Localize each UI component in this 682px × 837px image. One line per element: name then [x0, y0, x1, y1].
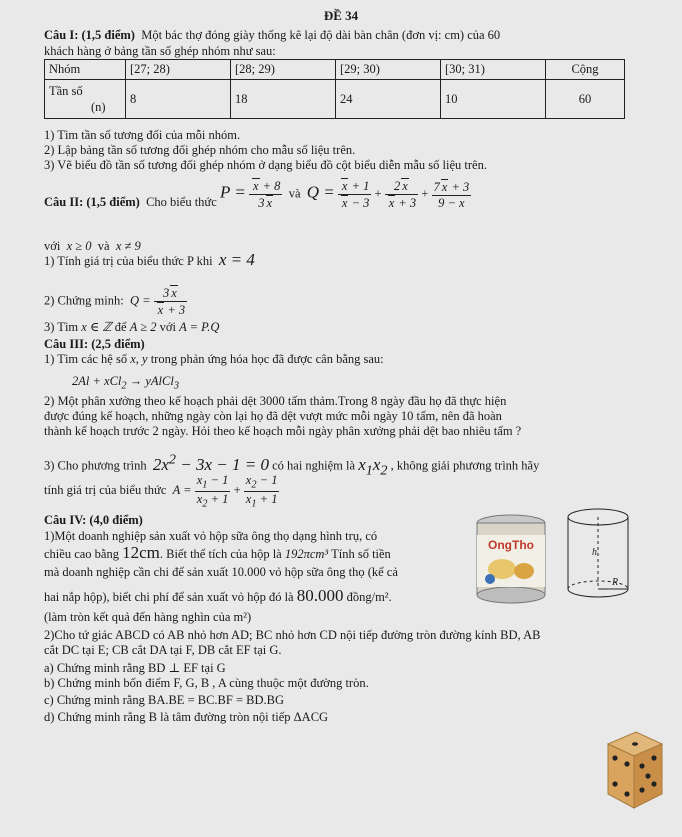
q2-item2-text: 2) Chứng minh:: [44, 293, 124, 308]
q2-and: và: [288, 186, 301, 201]
q1-intro-line2: khách hàng ở bảng tần số ghép nhóm như sau:: [44, 44, 276, 58]
table-cell: 8: [126, 80, 231, 119]
q1-item-3: 3) Vẽ biểu đồ tần số tương đối ghép nhóm ở dạng biểu đồ cột biểu diễn mẫu số liệu trên.: [44, 158, 487, 172]
q2-item1-text: 1) Tính giá trị của biểu thức P khi: [44, 254, 213, 268]
q1-intro-text: Một bác thợ đóng giày thống kê lại độ dài bàn chân (đơn vị: cm) của 60: [141, 28, 501, 42]
cylinder-height-label: h: [592, 547, 597, 558]
q1-item-2: 2) Lập bảng tần số tương đối ghép nhóm cho mẫu số liệu trên.: [44, 143, 356, 157]
table-cell: [29; 30): [336, 60, 441, 80]
q4-line5: (làm tròn kết quả đến hàng nghìn của m²): [44, 610, 252, 624]
q2-item-3: 3) Tìm x ∈ ℤ để A ≥ 2 với A = P.Q: [44, 320, 220, 334]
q2-label: Câu II: (1,5 điểm): [44, 195, 140, 209]
q2-intro-text: Cho biểu thức: [146, 195, 217, 209]
q4-height: 12cm: [122, 543, 160, 562]
q4-label: Câu IV: (4,0 điểm): [44, 513, 143, 527]
frequency-table: [44, 59, 625, 119]
can-brand: OngTho: [488, 538, 534, 552]
table-cell: [30; 31): [441, 60, 546, 80]
q3-item1b: trong phản ứng hóa học đã được cân bằng sau:: [150, 352, 384, 366]
q2-item3c: với: [159, 320, 176, 334]
q3-label: Câu III: (2,5 điểm): [44, 337, 145, 351]
q4-line2: [44, 543, 391, 563]
table-cell: Nhóm: [45, 60, 126, 80]
cylinder-diagram: [560, 505, 636, 605]
q3-item3c: , không giải phương trình hãy: [390, 458, 540, 473]
q4-item-c: c) Chứng minh rằng BA.BE = BC.BF = BD.BG: [44, 693, 284, 707]
table-cell: [45, 80, 126, 119]
q4-cost: 80.000: [296, 586, 344, 605]
q3-item1a: 1) Tìm các hệ số: [44, 352, 128, 366]
dice-image: [602, 724, 666, 814]
q3-item-1: 1) Tìm các hệ số x, y trong phản ứng hóa học đã được cân bằng sau:: [44, 352, 384, 366]
q2-condition: với x ≥ 0 và x ≠ 9: [44, 239, 141, 253]
page-title: ĐỀ 34: [323, 8, 359, 23]
q1-intro-line1: [44, 28, 500, 43]
q3-item3a: 3) Cho phương trình: [44, 458, 147, 473]
q4-l2b: . Biết thể tích của hộp là: [159, 547, 282, 561]
q2-with: với: [44, 239, 61, 253]
q4-part2-line1: 2)Cho tứ giác ABCD có AB nhỏ hơn AD; BC nhỏ hơn CD nội tiếp đường tròn đường kính BD, AB: [44, 628, 541, 642]
table-cell: [28; 29): [231, 60, 336, 80]
table-row: [45, 80, 625, 119]
q2-expressions: P = $\frac{x + 8}{3 x}$ và Q = $\frac{x + 1}{x - 3}$ + $\frac{2 x}{x + 3}$ + $\frac{7 x + 3}{9 - x}$: [220, 179, 470, 210]
q4-line4: [44, 586, 392, 606]
q4-l4a: hai nắp hộp), biết chi phí để sản xuất vỏ hộp đó là: [44, 590, 294, 604]
freq-header-a: Tần số: [49, 84, 83, 98]
q4-item-a: a) Chứng minh rằng BD ⊥ EF tại G: [44, 661, 226, 675]
q3-item-2-line1: 2) Một phân xưởng theo kế hoạch phải dệt 3000 tấm thảm.Trong 8 ngày đầu họ đã thực hiện: [44, 394, 507, 408]
q2-item3a: 3) Tìm: [44, 320, 79, 334]
q3-item-2-line2: được đúng kế hoạch, những ngày còn lại họ đã dệt vượt mức mỗi ngày 10 tấm, nên đã hoàn: [44, 409, 502, 423]
q4-l4b: đồng/m².: [346, 590, 392, 604]
table-cell: 18: [231, 80, 336, 119]
table-cell: 60: [546, 80, 625, 119]
q4-l2a: chiều cao bằng: [44, 547, 119, 561]
q2-and2: và: [97, 239, 110, 253]
table-row: [45, 60, 625, 80]
q4-part2-line2: cắt DC tại E; CB cắt DA tại F, DB cắt EF tại G.: [44, 643, 282, 657]
table-cell: 24: [336, 80, 441, 119]
table-cell: [27; 28): [126, 60, 231, 80]
q3-item-3-expression: tính giá trị của biểu thức A = $\frac{x_1 - 1}{x_2 + 1}$ + $\frac{x_2 - 1}{x_1 + 1}$: [44, 473, 278, 509]
q4-volume: 192πcm³: [284, 547, 329, 561]
q3-item3d: tính giá trị của biểu thức: [44, 482, 167, 497]
q1-label: Câu I: (1,5 điểm): [44, 28, 135, 42]
q4-line3: mà doanh nghiệp cần chi để sản xuất 10.000 vỏ hộp sữa ông thọ (kể cả: [44, 565, 398, 579]
q1-item-1: 1) Tìm tần số tương đối của mỗi nhóm.: [44, 128, 241, 142]
q2-item-1: [44, 250, 255, 270]
q2-item1-value: x = 4: [218, 250, 255, 269]
q4-item-d: d) Chứng minh rằng B là tâm đường tròn nội tiếp ΔACG: [44, 710, 329, 724]
q4-item-b: b) Chứng minh bốn điểm F, G, B , A cùng thuộc một đường tròn.: [44, 676, 369, 690]
cylinder-radius-label: R: [612, 577, 619, 588]
q3-item-2-line3: thành kế hoạch trước 2 ngày. Hỏi theo kế hoạch mỗi ngày phân xưởng phải dệt bao nhiêu tấm ?: [44, 424, 522, 438]
milk-can-image: [470, 513, 552, 605]
q2-intro: [44, 195, 217, 210]
freq-header-b: (n): [91, 100, 106, 114]
q4-line1: 1)Một doanh nghiệp sản xuất vỏ hộp sữa ông thọ dạng hình trụ, có: [44, 529, 378, 543]
q2-item-2: 2) Chứng minh: Q = $\frac{3 x}{x + 3}$: [44, 286, 186, 317]
table-cell: 10: [441, 80, 546, 119]
q3-item-3: 3) Cho phương trình $2x^2 - 3x - 1 = 0$ có hai nghiệm là $x_1x_2$ , không giải phương trình hãy: [44, 451, 540, 479]
q4-l2c: Tính số tiền: [331, 547, 391, 561]
q3-item3b: có hai nghiệm là: [272, 458, 356, 473]
table-cell: Cộng: [546, 60, 625, 80]
q2-item3b: để: [114, 320, 127, 334]
chemical-equation: 2Al + xCl$_2$ → yAlCl$_3$: [72, 374, 180, 392]
